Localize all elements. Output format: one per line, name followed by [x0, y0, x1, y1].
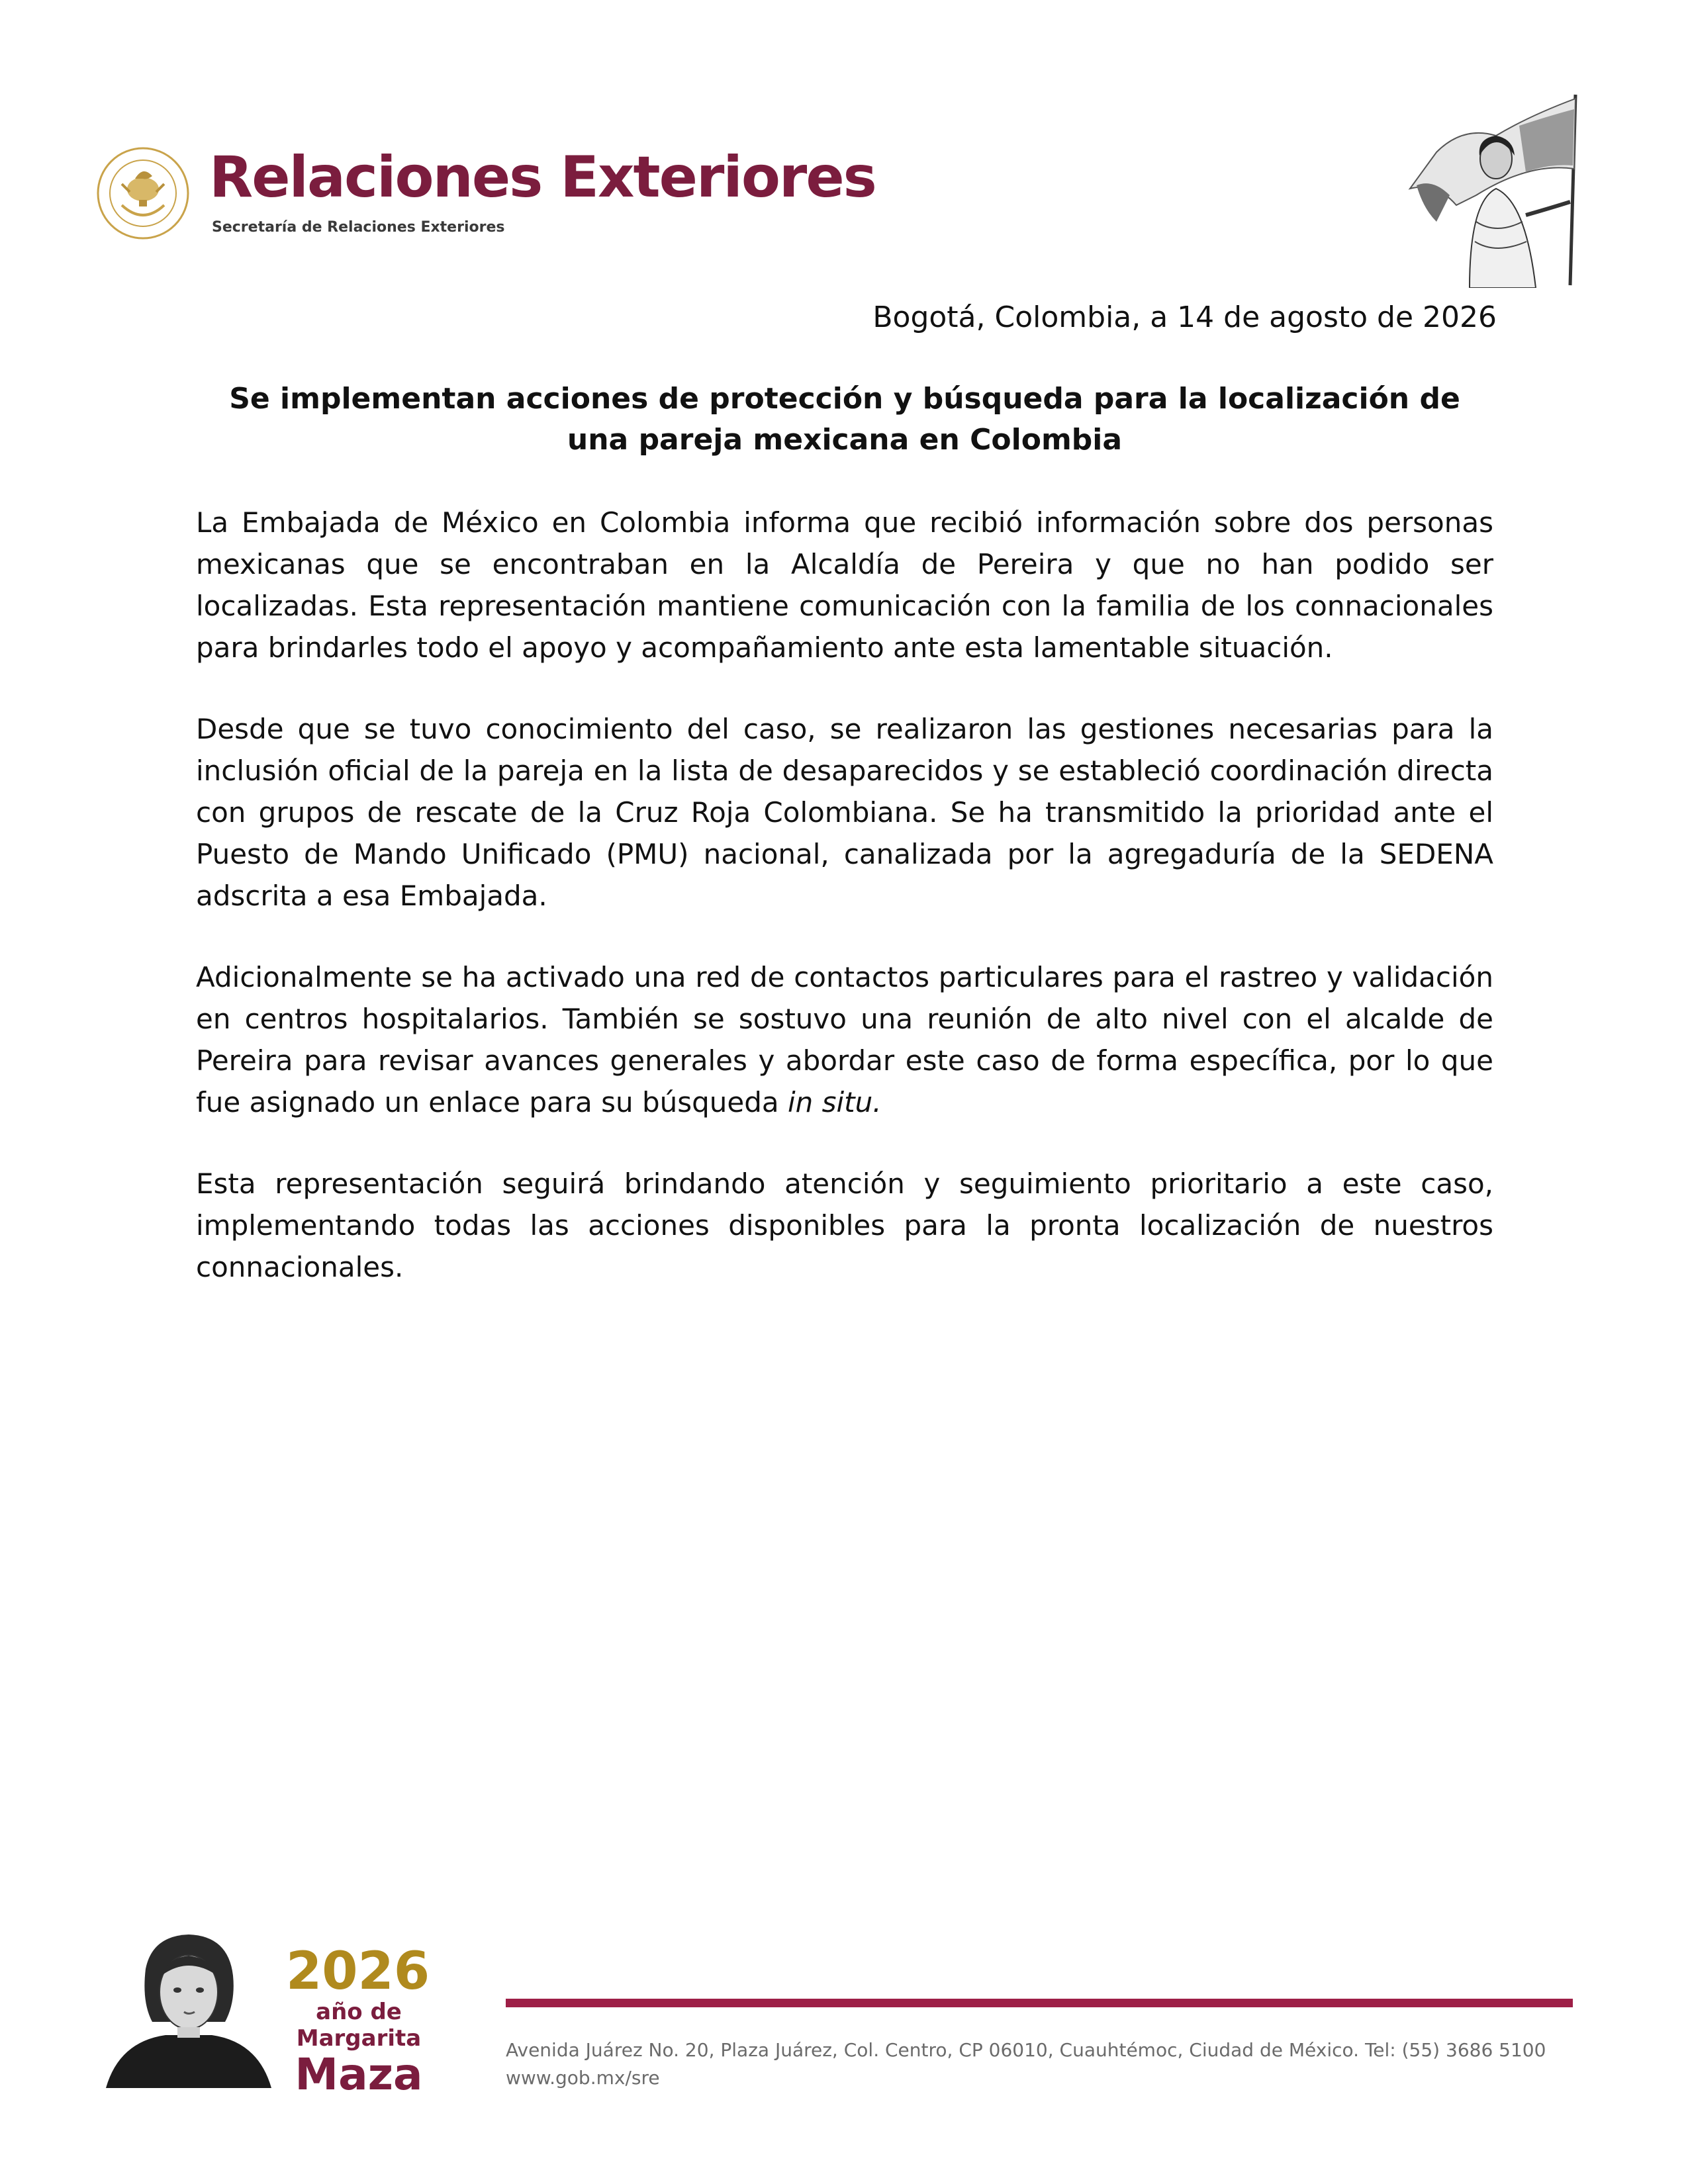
headline: Se implementan acciones de protección y búsqueda para la localización de una pareja mexicana en Colombia — [229, 382, 1460, 457]
name-line-2: Maza — [295, 2049, 423, 2100]
footer-address: Avenida Juárez No. 20, Plaza Juárez, Col. Centro, CP 06010, Cuauhtémoc, Ciudad de México. Tel: (55) 3686 5100 — [506, 2039, 1546, 2061]
body-paragraph-3-italic: in situ. — [787, 1086, 882, 1118]
body-paragraph-1: La Embajada de México en Colombia informa que recibió información sobre dos personas mexicanas que se encontraban en la Alcaldía de Pereira y que no han podido ser localizadas. Esta representación mantiene comunicación con la familia de los connacionales para brindarles todo el apoyo y acompañamiento ante esta lamentable situación. — [196, 506, 1493, 664]
body-paragraph-3 — [196, 956, 1493, 1123]
brand-subtitle: Secretaría de Relaciones Exteriores — [212, 219, 505, 236]
dateline: Bogotá, Colombia, a 14 de agosto de 2026 — [872, 300, 1497, 334]
woman-with-flag-illustration-icon — [1397, 89, 1595, 288]
body-paragraph-2: Desde que se tuvo conocimiento del caso, se realizaron las gestiones necesarias para la inclusión oficial de la pareja en la lista de desaparecidos y se estableció coordinación directa con grupos de rescate de la Cruz Roja Colombiana. Se ha transmitido la prioridad ante el Puesto de Mando Unificado (PMU) nacional, canalizada por la agregaduría de la SEDENA adscrita a esa Embajada. — [196, 713, 1493, 912]
year-number: 2026 — [286, 1942, 430, 2001]
mexico-coat-of-arms-seal-icon — [95, 146, 191, 241]
body-paragraph-3-text: Adicionalmente se ha activado una red de contactos particulares para el rastreo y validación en centros hospitalarios. También se sostuvo una reunión de alto nivel con el alcalde de Pereira para revisar avances generales y abordar este caso de forma específica, por lo que fue asignado un enlace para su búsqueda — [196, 961, 1493, 1118]
year-of-margarita-maza-logo — [286, 1944, 432, 2098]
margarita-maza-portrait-icon — [106, 1929, 271, 2088]
footer-divider — [506, 1999, 1573, 2007]
year-line: año de — [316, 1999, 402, 2025]
name-line-1: Margarita — [296, 2025, 422, 2052]
brand-title: Relaciones Exteriores — [209, 144, 876, 210]
body-paragraph-4: Esta representación seguirá brindando atención y seguimiento prioritario a este caso, implementando todas las acciones disponibles para la pronta localización de nuestros connacionales. — [196, 1167, 1493, 1283]
footer-url-link[interactable]: www.gob.mx/sre — [506, 2067, 660, 2089]
